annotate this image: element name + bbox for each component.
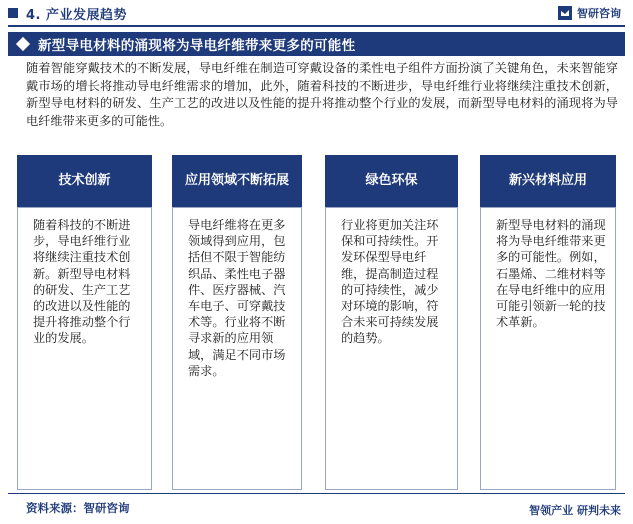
card-title: 绿色环保	[365, 173, 418, 188]
footer-tagline-text: 智领产业 研判未来	[529, 504, 621, 517]
square-marker-icon	[8, 8, 18, 18]
card-text: 新型导电材料的涌现将为导电纤维带来更多的可能性。例如，石墨烯、二维材料等在导电纤维中的应用可能引领新一轮的技术革新。	[496, 218, 606, 330]
card-title: 技术创新	[58, 173, 111, 188]
card-header-tech-innovation	[17, 155, 152, 207]
card-title: 新兴材料应用	[508, 173, 587, 188]
logo-text: 智研咨询	[577, 7, 621, 20]
intro-paragraph: 随着智能穿戴技术的不断发展，导电纤维在制造可穿戴设备的柔性电子组件方面扮演了关键角色，未来智能穿戴市场的增长将推动导电纤维需求的增加，此外，随着科技的不断进步，导电纤维行业将继续注重技术创新，新型导电材料的研发、生产工艺的改进以及性能的提升将推动整个行业的发展，而新型导电材料的涌现将为导电纤维带来更多的可能性。	[26, 61, 618, 128]
card-header-new-materials	[480, 155, 616, 207]
card-body-green	[325, 207, 458, 490]
footer-tagline	[529, 502, 621, 518]
card-text: 随着科技的不断进步，导电纤维行业将继续注重技术创新。新型导电材料的研发、生产工艺的改进以及性能的提升将推动整个行业的发展。	[33, 218, 131, 346]
zhiyan-logo-icon	[557, 5, 573, 21]
card-text: 行业将更加关注环保和可持续性。开发环保型导电纤维，提高制造过程的可持续性，减少对环境的影响，符合未来可持续发展的趋势。	[341, 218, 439, 346]
topic-banner	[8, 32, 625, 56]
card-header-green	[325, 155, 458, 207]
banner-title: 新型导电材料的涌现将为导电纤维带来更多的可能性	[38, 38, 356, 54]
header-divider	[8, 25, 625, 27]
card-body-new-materials	[480, 207, 616, 490]
source-note: 资料来源：智研咨询	[26, 501, 130, 515]
diamond-icon	[16, 37, 30, 51]
card-body-application-expansion	[172, 207, 302, 490]
section-title: 4. 产业发展趋势	[26, 8, 128, 23]
card-header-application-expansion	[172, 155, 302, 207]
brand-logo	[557, 5, 621, 21]
card-body-tech-innovation	[17, 207, 152, 490]
top-header	[0, 0, 633, 26]
card-title: 应用领域不断拓展	[184, 173, 289, 188]
card-text: 导电纤维将在更多领域得到应用，包括但不限于智能纺织品、柔性电子器件、医疗器械、汽车电子、可穿戴技术等。行业将不断寻求新的应用领域，满足不同市场需求。	[188, 218, 286, 378]
footer-divider	[8, 493, 625, 494]
